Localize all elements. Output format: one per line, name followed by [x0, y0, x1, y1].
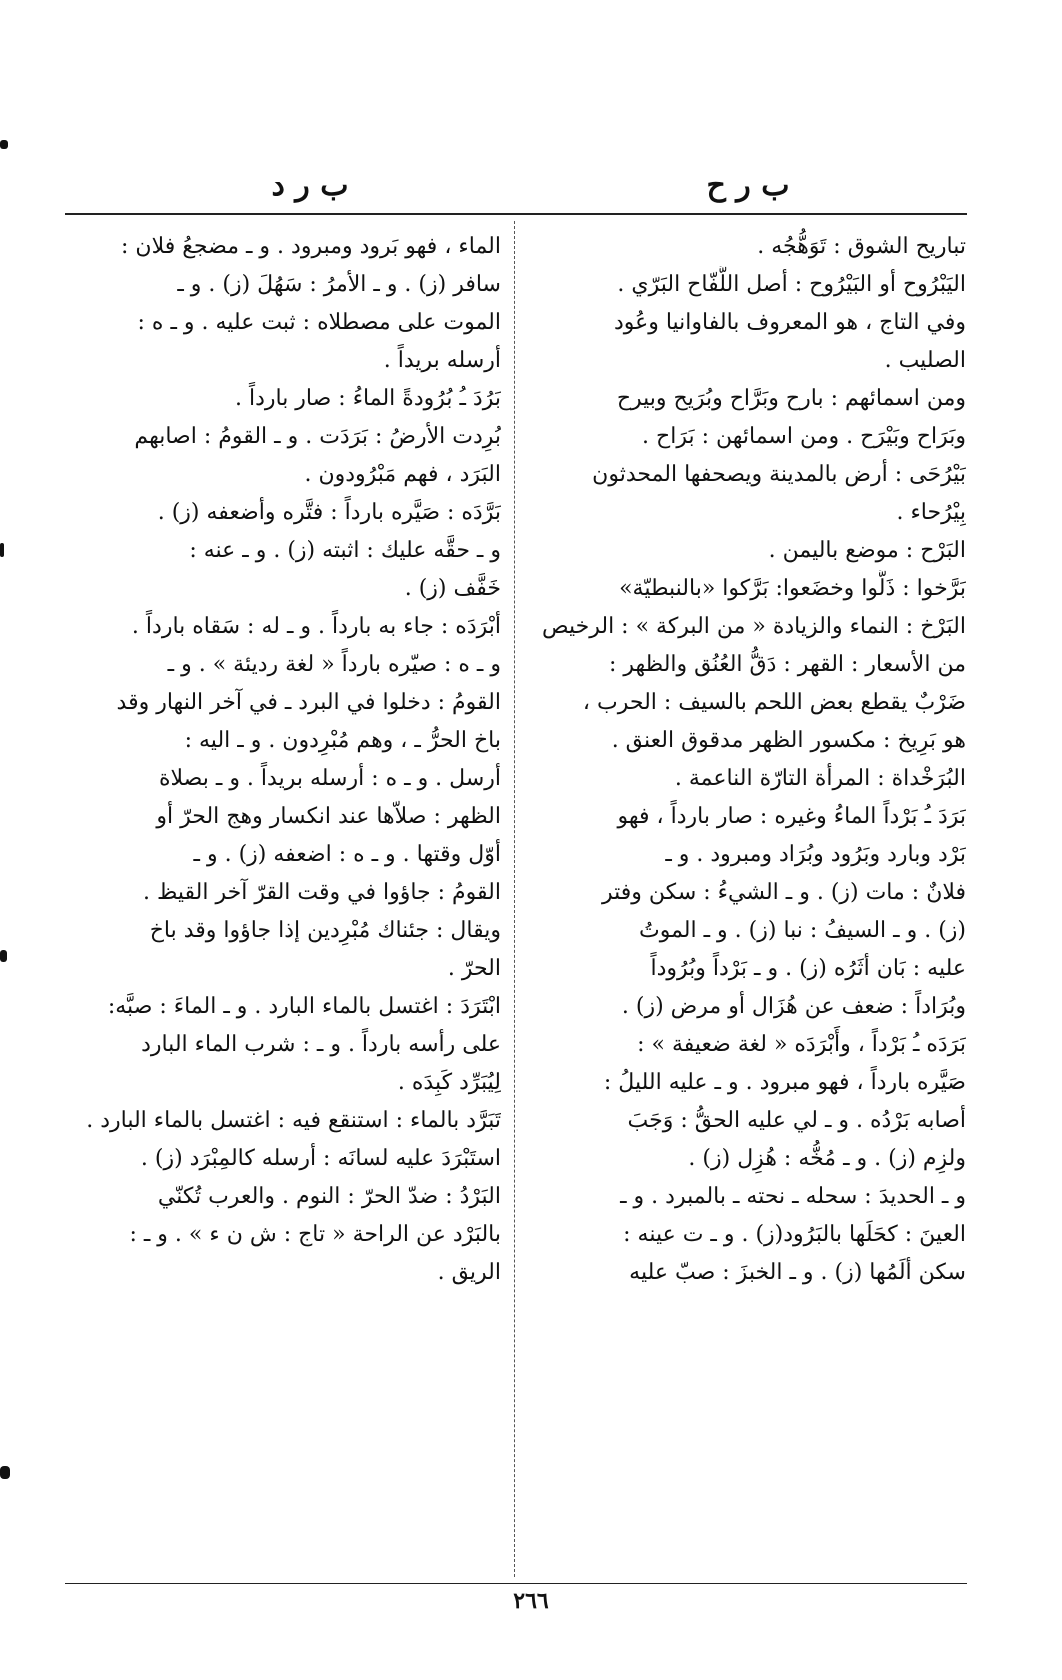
entry-line: لِيُبَرِّد كَبِدَه . — [397, 1070, 501, 1095]
entry-line: الماء ، فهو بَرود ومبرود . و ـ مضجعُ فلان : — [121, 234, 501, 259]
entry-line: و ـ الحديدَ : سحله ـ نحته ـ بالمبرد . و ـ — [620, 1184, 966, 1209]
entry-line: بالبَرْد عن الراحة « تاج : ش ن ء » . و ـ : — [129, 1222, 501, 1247]
entry-line: القومُ : دخلوا في البرد ـ في آخر النهار وقد — [116, 690, 501, 715]
bottom-rule — [65, 1583, 967, 1584]
entry-line: البَرْدُ : ضدّ الحرّ : النوم . والعرب تُكنّي — [157, 1184, 501, 1209]
entry-line: الريق . — [437, 1260, 501, 1285]
entry-line: ولزِم (ز) . و ـ مُخُّه : هُزِل (ز) . — [688, 1146, 966, 1171]
entry-line: القومُ : جاؤوا في وقت القرّ آخر القيظ . — [143, 880, 501, 905]
entry-line: بَرَدَه ـُ بَرْداً ، وأَبْرَدَه « لغة ضعيفة » : — [637, 1032, 966, 1057]
entry-line: بَرَّخوا : ذَلُّوا وخضَعوا: بَرَّكوا «بالنبطيّة» — [619, 576, 966, 601]
entry-line: بُرِدت الأرضُ : بَرَدَت . و ـ القومُ : اصابهم — [134, 424, 501, 449]
entry-line: بَرَدَ ـُ بَرْداً الماءُ وغيره : صار بارداً ، فهو — [617, 804, 966, 829]
entry-line: بِيْرُحاء . — [896, 500, 966, 525]
entry-line: تباريح الشوق : تَوَهُّجُه . — [757, 234, 966, 259]
entry-line: البُرَخْداة : المرأة التارّة الناعمة . — [674, 766, 966, 791]
entry-line: الصليب . — [884, 348, 966, 373]
entry-line: بَرَّدَه : صَيَّره بارداً : فتَّره وأضعفه (ز) . — [157, 500, 501, 525]
entry-line: عليه : بَان أثَرُه (ز) . و ـ بَرْداً وبُرُوداً — [650, 956, 966, 981]
entry-line: من الأسعار : القهر : دَقُّ العُنُق والظهر : — [608, 652, 966, 677]
entry-line: العينَ : كحَلَها بالبَرُود(ز) . و ـ ت عينه : — [623, 1222, 966, 1247]
entry-line: و ـ حقَّه عليك : اثبته (ز) . و ـ عنه : — [189, 538, 501, 563]
entry-line: وفي التاج ، هو المعروف بالفاوانيا وعُود — [613, 310, 966, 335]
entry-line: صَيَّره بارداً ، فهو مبرود . و ـ عليه الليلُ : — [603, 1070, 966, 1095]
right-column — [528, 228, 966, 1292]
entry-line: الظهر : صلاّها عند انكسار وهج الحرّ أو — [156, 804, 501, 829]
entry-line: سكن ألَمُها (ز) . و ـ الخبزَ : صبّ عليه — [629, 1260, 966, 1285]
scan-mark — [0, 543, 4, 557]
entry-line: (ز) . و ـ السيفُ : نبا (ز) . و ـ الموتُ — [639, 918, 966, 943]
entry-line: ومن اسمائهم : بارح وبَرَّاح وبُرَيح وبيرح — [616, 386, 966, 411]
entry-line: بَرْد وبارد وبَرُود وبُرَاد ومبرود . و ـ — [665, 842, 966, 867]
scan-mark — [0, 140, 8, 149]
entry-line: خَفَّف (ز) . — [404, 576, 501, 601]
entry-line: هو بَرِيخ : مكسور الظهر مدقوق العنق . — [611, 728, 966, 753]
entry-line: ويقال : جئناك مُبْرِدين إذا جاؤوا وقد باخ — [149, 918, 501, 943]
entry-line: باخ الحرُّ ـ ، وهم مُبْرِدون . و ـ اليه : — [184, 728, 501, 753]
entry-line: و ـ ه : صيّره بارداً « لغة رديئة » . و ـ — [167, 652, 501, 677]
entry-line: أبْرَدَه : جاء به بارداً . و ـ له : سَقاه بارداً . — [131, 614, 501, 639]
entry-line: البَرْح : موضع باليمن . — [768, 538, 966, 563]
entry-line: بَيْرُحَى : أرض بالمدينة ويصحفها المحدثون — [592, 462, 966, 487]
entry-line: أرسل . و ـ ه : أرسله بريداً . و ـ بصلاة — [159, 766, 501, 791]
entry-line: ابْتَرَدَ : اغتسل بالماء البارد . و ـ الماءَ : صبَّه: — [107, 994, 501, 1019]
entry-line: ضَرْبٌ يقطع بعض اللحم بالسيف : الحرب ، — [582, 690, 966, 715]
entry-line: فلانٌ : مات (ز) . و ـ الشيءُ : سكن وفتر — [602, 880, 966, 905]
scan-mark — [0, 1466, 10, 1479]
left-column — [65, 228, 501, 1292]
entry-line: الحرّ . — [447, 956, 501, 981]
right-column-header: ب ر ح — [706, 168, 790, 203]
entry-line: الموت على مصطلاه : ثبت عليه . و ـ ه : — [137, 310, 501, 335]
entry-line: أصابه بَرْدُه . و ـ لي عليه الحقُّ : وَجَبَ — [627, 1108, 966, 1133]
page-number: ٢٦٦ — [513, 1588, 549, 1614]
entry-line: على رأسه بارداً . و ـ : شرب الماء البارد — [141, 1032, 501, 1057]
entry-line: البَرَد ، فهم مَبْرُودون . — [304, 462, 501, 487]
entry-line: تَبَرَّد بالماء : استنقع فيه : اغتسل بالماء البارد . — [86, 1108, 501, 1133]
top-rule — [65, 213, 967, 215]
entry-line: وبَرَاح وبَيْرَح . ومن اسمائهن : بَرَاح . — [642, 424, 966, 449]
entry-line: أرسله بريداً . — [383, 348, 501, 373]
left-column-header: ب ر د — [271, 168, 349, 203]
entry-line: سافر (ز) . و ـ الأمرُ : سَهُلَ (ز) . و ـ — [177, 272, 501, 297]
column-divider — [514, 221, 515, 1577]
entry-line: اليَبْرُوح أو البَيْرُوح : أصل اللُّفّاح البَرّي . — [617, 272, 966, 297]
scan-mark — [0, 950, 7, 962]
entry-line: استَبْرَدَ عليه لسانَه : أرسله كالمِبْرَد (ز) . — [140, 1146, 501, 1171]
entry-line: وبُرَاداً : ضعف عن هُزَال أو مرض (ز) . — [621, 994, 966, 1019]
entry-line: البَرْخ : النماء والزيادة « من البركة » : الرخيص — [542, 614, 966, 639]
entry-line: أوّل وقتها . و ـ ه : اضعفه (ز) . و ـ — [193, 842, 501, 867]
entry-line: بَرُدَ ـُ بُرُودةً الماءُ : صار بارداً . — [234, 386, 501, 411]
